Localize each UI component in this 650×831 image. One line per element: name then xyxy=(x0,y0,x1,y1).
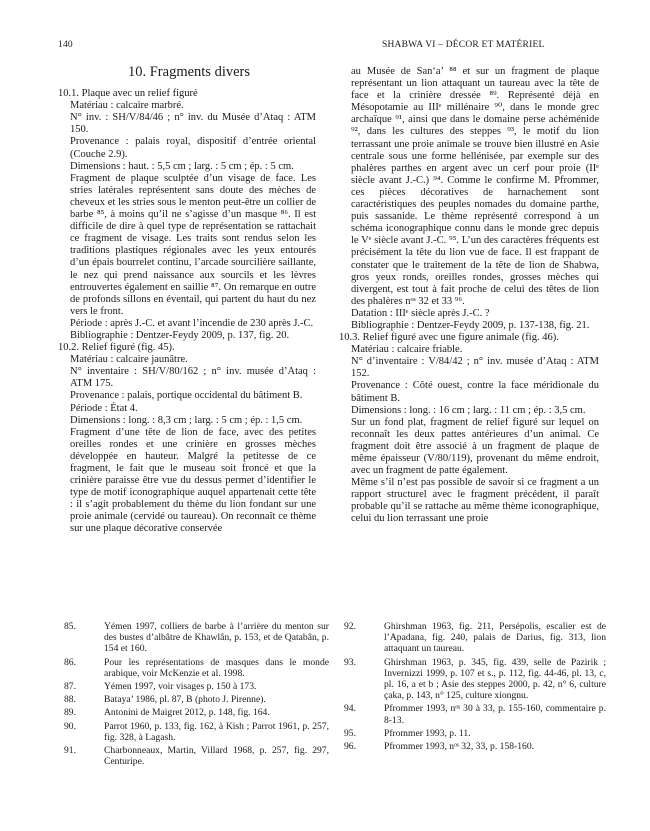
item-10-1-periode: Période : après J.-C. et avant l’incendie de 230 après J.-C. xyxy=(70,317,314,329)
item-10-2-heading: 10.2. Relief figuré (fig. 45). xyxy=(58,342,175,354)
left-column xyxy=(58,66,316,536)
footnote xyxy=(64,657,329,679)
footnote-number: 91. xyxy=(64,745,76,757)
footnote-number: 90. xyxy=(64,720,76,732)
footnote-number: 89. xyxy=(64,707,76,719)
footnote xyxy=(344,741,606,752)
item-10-3-heading: 10.3. Relief figuré avec une figure animale (fig. 46). xyxy=(339,332,559,344)
footnote-text: Yémen 1997, colliers de barbe à l’arrière du menton sur des bustes d’albâtre de Khawlân, p. 153, et de Qatabân, p. 154 et 160. xyxy=(104,621,329,655)
footnotes-left xyxy=(64,621,329,769)
footnote-number: 88. xyxy=(64,694,76,706)
item-10-1-bibliography: Bibliographie : Dentzer-Feydy 2009, p. 137, fig. 20. xyxy=(70,329,290,341)
footnote xyxy=(344,728,606,739)
footnotes-right xyxy=(344,621,606,754)
item-10-1-provenance: Provenance : palais royal, dispositif d’entrée oriental (Couche 2.9). xyxy=(70,136,316,160)
item-10-2-inv: N° inventaire : SH/V/80/162 ; n° inv. musée d’Ataq : ATM 175. xyxy=(70,366,316,390)
running-title: SHABWA VI – DÉCOR ET MATÉRIEL xyxy=(382,40,545,50)
item-10-2-datation: Datation : IIIᵉ siècle après J.-C. ? xyxy=(351,307,490,319)
item-10-1-materiau: Matériau : calcaire marbré. xyxy=(70,100,184,112)
footnote-text: Antonini de Maigret 2012, p. 148, fig. 164. xyxy=(104,707,270,719)
footnote-text: Ghirshman 1963, fig. 211, Persépolis, escalier est de l’Apadana, fig. 240, palais de Darius, fig. 313, lion attaquant un taureau. xyxy=(384,621,606,655)
item-10-3-dimensions: Dimensions : long. : 16 cm ; larg. : 11 cm ; ép. : 3,5 cm. xyxy=(351,404,586,416)
item-10-3-inv: N° d’inventaire : V/84/42 ; n° inv. musée d’Ataq : ATM 152. xyxy=(351,356,599,380)
item-10-2-description: Fragment d’une tête de lion de face, avec des petites oreilles rondes et une crinière en grosses mèches développée en hauteur. Malgré la petitesse de ce fragment, le fait que le museau soit froncé et que la crinière paraisse être vue du dessus permet d’identifier le type de motif iconographique auquel appartenait cette tête : il s’agit probablement du thème du lion fondant sur une proie animale (cervidé ou taureau). On reconnaît ce thème sur une plaque décorative conservée xyxy=(70,426,316,535)
footnote-text: Pfrommer 1993, nᵒˢ 30 à 33, p. 155-160, commentaire p. 8-13. xyxy=(384,703,606,726)
page-number: 140 xyxy=(58,40,73,50)
footnote-number: 93. xyxy=(344,656,356,668)
footnote-number: 96. xyxy=(344,741,356,753)
footnote-number: 87. xyxy=(64,681,76,693)
footnote xyxy=(64,694,329,705)
footnote-number: 94. xyxy=(344,703,356,715)
footnote-text: Ghirshman 1963, p. 345, fig. 439, selle de Pazirik ; Invernizzi 1999, p. 107 et s., p. 112, fig. 44-46, pl. 13, c, pl. 16, a et b ; Asie des steppes 2000, p. 42, n° 6, culture çaka, p. 143, n° 125, culture xiongnu. xyxy=(384,656,606,702)
item-10-3-materiau: Matériau : calcaire friable. xyxy=(351,344,463,356)
section-title: 10. Fragments divers xyxy=(127,64,251,80)
item-10-3-provenance: Provenance : Côté ouest, contre la face méridionale du bâtiment B. xyxy=(351,380,599,404)
footnote-number: 85. xyxy=(64,621,76,632)
footnote xyxy=(64,721,329,743)
item-10-2-bibliography: Bibliographie : Dentzer-Feydy 2009, p. 137-138, fig. 21. xyxy=(351,319,590,331)
footnote-text: Charbonneaux, Martin, Villard 1968, p. 257, fig. 297, Centuripe. xyxy=(104,745,329,768)
footnote xyxy=(344,657,606,702)
footnote xyxy=(344,703,606,725)
item-10-1-heading: 10.1. Plaque avec un relief figuré xyxy=(58,88,198,100)
footnote xyxy=(64,745,329,767)
item-10-1-dimensions: Dimensions : haut. : 5,5 cm ; larg. : 5 cm ; ép. : 5 cm. xyxy=(70,160,294,172)
footnote-text: Parrot 1960, p. 133, fig. 162, à Kish ; Parrot 1961, p. 257, fig. 328, à Lagash. xyxy=(104,720,329,743)
footnote-number: 92. xyxy=(344,621,356,632)
item-10-1-inv: N° inv. : SH/V/84/46 ; n° inv. du Musée d’Ataq : ATM 150. xyxy=(70,112,316,136)
item-10-2-periode: Période : État 4. xyxy=(70,402,138,414)
footnote xyxy=(344,621,606,655)
footnote-text: Pfrommer 1993, nᵒˢ 32, 33, p. 158-160. xyxy=(384,741,535,753)
footnote-text: Pour les représentations de masques dans le monde arabique, voir McKenzie et al. 1998. xyxy=(104,656,329,679)
footnote-number: 95. xyxy=(344,727,356,739)
item-10-2-continuation: au Musée de San‘a’ ⁸⁸ et sur un fragment de plaque représentant un lion attaquant un taureau avec la tête de face et la crinière dressée ⁸⁹. Représenté déjà en Mésopotamie au IIIᵉ millénaire ⁹⁰, dans le monde grec archaïque ⁹¹, ainsi que dans le domaine perse achéménide ⁹², dans les cultures des steppes ⁹³, le motif du lion terrassant une proie animale se trouve bien illustré en Asie centrale sous une forme hellénisée, par exemple sur des phalères parthes en argent avec un cerf pour proie (IIᵉ siècle avant J.-C.) ⁹⁴. Comme le confirme M. Pfrommer, ces pièces décoratives de harnachement sont caractéristiques des peuples nomades du domaine parthe, puis sassanide. Le thème représenté correspond à un schéma iconographique connu dans le monde grec depuis le Vᵉ siècle avant J.-C. ⁹⁵. L’un des caractères fréquents est précisément la tête du lion vue de face. Il est frappant de constater que le traitement de la tête de lion de Shabwa, gros yeux ronds, oreilles rondes, grosses mèches qui divergent, est tout à fait proche de celui des têtes de lion des phalères nᵒˢ 32 et 33 ⁹⁶. xyxy=(351,66,599,307)
footnote-text: Yémen 1997, voir visages p. 150 à 173. xyxy=(104,681,257,693)
item-10-3-description-2: Même s’il n’est pas possible de savoir si ce fragment a un rapport structurel avec le fragment précédent, il paraît probable qu’il se rattache au même thème iconographique, celui du lion terrassant une proie xyxy=(351,477,599,525)
item-10-2-materiau: Matériau : calcaire jaunâtre. xyxy=(70,354,188,366)
right-column xyxy=(339,66,599,526)
footnote-text: Pfrommer 1993, p. 11. xyxy=(384,727,471,739)
footnote-number: 86. xyxy=(64,656,76,668)
item-10-3-description-1: Sur un fond plat, fragment de relief figuré sur lequel on reconnaît les deux pattes antérieures d’un animal. Ce fragment doit être associé à un fragment de plaque de même épaisseur (V/80/119), provenant du même endroit, avec un fragment de patte également. xyxy=(351,416,599,477)
footnote xyxy=(64,681,329,692)
footnote xyxy=(64,707,329,718)
item-10-2-provenance: Provenance : palais, portique occidental du bâtiment B. xyxy=(70,390,303,402)
footnote-text: Bataya’ 1986, pl. 87, B (photo J. Pirenne). xyxy=(104,694,266,706)
item-10-2-dimensions: Dimensions : long. : 8,3 cm ; larg. : 5 cm ; ép. : 1,5 cm. xyxy=(70,414,303,426)
item-10-1-description: Fragment de plaque sculptée d’un visage de face. Les stries latérales représentent sans doute des mèches de cheveux et les stries sous le menton peut-être un collier de barbe ⁸⁵, à moins qu’il ne s’agisse d’un masque ⁸⁶. Il est difficile de dire à quel type de représentation se rattachait ce fragment de visage. Les traits sont rendus selon les traditions plastiques régionales avec les yeux entourés d’un épais bourrelet continu, l’arcade sourcilière saillante, le nez qui prend naissance aux sourcils et les lèvres entrouvertes également en saillie ⁸⁷. On remarque en outre de profonds sillons en éventail, qui partent du haut du nez vers le front. xyxy=(70,172,316,317)
footnote xyxy=(64,621,329,655)
